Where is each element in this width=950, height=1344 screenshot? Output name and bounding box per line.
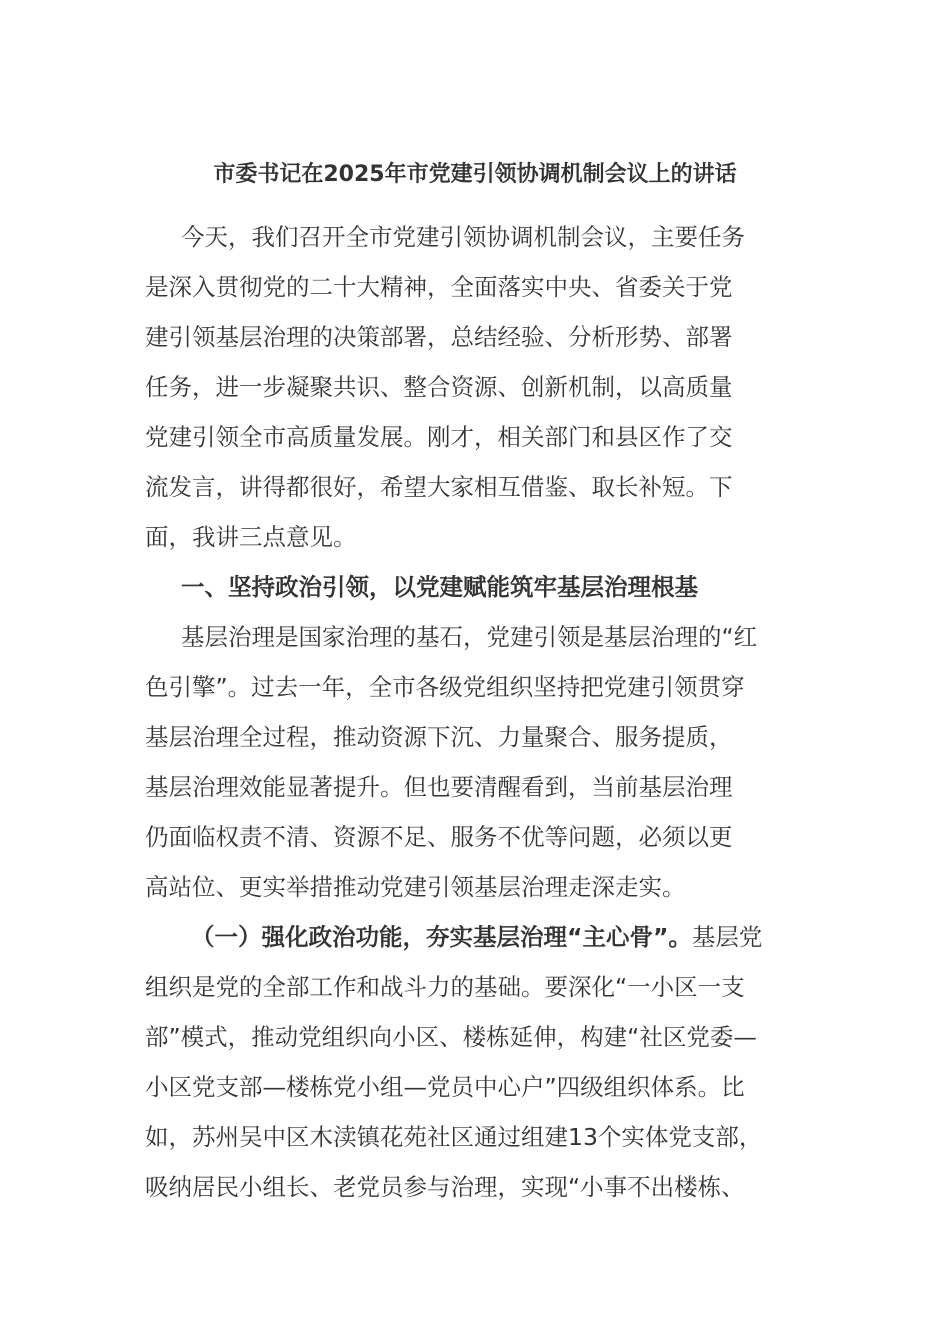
paragraph-line: 建引领基层治理的决策部署，总结经验、分析形势、部署: [145, 323, 733, 351]
paragraph-line: 今天，我们召开全市党建引领协调机制会议，主要任务: [181, 223, 745, 251]
paragraph-line: 是深入贯彻党的二十大精神，全面落实中央、省委关于党: [145, 273, 733, 301]
subsection-text: 基层党: [691, 923, 763, 951]
paragraph-line: 组织是党的全部工作和战斗力的基础。要深化“一小区一支: [145, 973, 745, 1001]
paragraph-line: 如，苏州吴中区木渎镇花苑社区通过组建13个实体党支部，: [145, 1123, 763, 1151]
paragraph-line: 面，我讲三点意见。: [145, 523, 357, 551]
paragraph-line: 部”模式，推动党组织向小区、楼栋延伸，构建“社区党委—: [145, 1023, 757, 1051]
paragraph-line: 流发言，讲得都很好，希望大家相互借鉴、取长补短。下: [145, 473, 733, 501]
paragraph-line: 任务，进一步凝聚共识、整合资源、创新机制，以高质量: [145, 373, 733, 401]
paragraph-line: 基层治理是国家治理的基石，党建引领是基层治理的“红: [181, 623, 758, 651]
paragraph-line: 色引擎”。过去一年，全市各级党组织坚持把党建引领贯穿: [145, 673, 745, 701]
document-title: 市委书记在2025年市党建引领协调机制会议上的讲话: [213, 162, 737, 187]
paragraph-line: 高站位、更实举措推动党建引领基层治理走深走实。: [145, 873, 686, 901]
paragraph-line: 基层治理全过程，推动资源下沉、力量聚合、服务提质，: [145, 723, 733, 751]
paragraph-line: 吸纳居民小组长、老党员参与治理，实现“小事不出楼栋、: [145, 1173, 745, 1201]
section-heading: 一、坚持政治引领，以党建赋能筑牢基层治理根基: [181, 573, 698, 601]
document-body: [145, 212, 835, 1212]
subsection-line: [145, 912, 835, 962]
paragraph-line: 仍面临权责不清、资源不足、服务不优等问题，必须以更: [145, 823, 733, 851]
paragraph-line: 小区党支部—楼栋党小组—党员中心户”四级组织体系。比: [145, 1073, 745, 1101]
subsection-heading: （一）强化政治功能，夯实基层治理“主心骨”。: [191, 923, 692, 951]
paragraph-line: 党建引领全市高质量发展。刚才，相关部门和县区作了交: [145, 423, 733, 451]
paragraph-line: 基层治理效能显著提升。但也要清醒看到，当前基层治理: [145, 773, 733, 801]
